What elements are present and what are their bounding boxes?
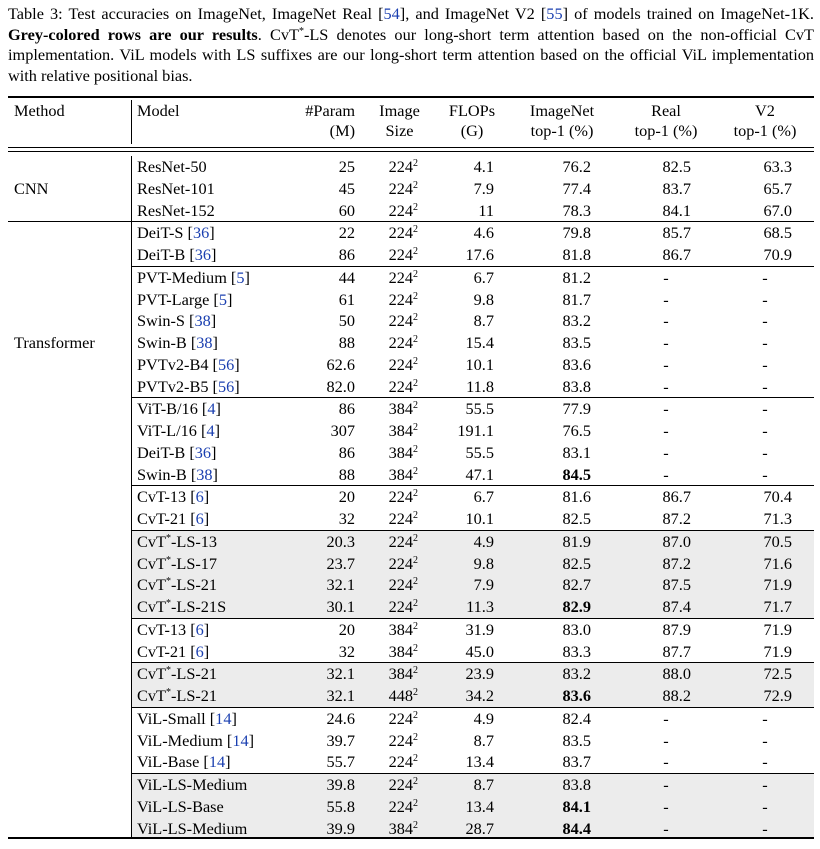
cell-param: 39.8	[286, 774, 363, 796]
cell-v2: -	[716, 398, 814, 420]
cell-v2: -	[762, 289, 768, 309]
cell-img: $224^2$	[388, 730, 418, 750]
cell-flops: 8.7	[473, 311, 494, 331]
cell-flops: 15.4	[465, 333, 494, 352]
cell-param: 39.9	[286, 818, 363, 840]
cell-flops: 47.1	[465, 464, 494, 484]
cell-real: -	[663, 730, 669, 750]
cell-param: 55.8	[286, 796, 363, 818]
table-row	[8, 618, 814, 640]
header-v2-top1-unit: top-1 (%)	[733, 121, 797, 140]
table-row	[8, 774, 814, 796]
table-row	[8, 751, 814, 773]
body-column-divider	[131, 156, 132, 837]
model-name: ResNet-50	[137, 157, 207, 176]
cell-top1: 83.3	[562, 641, 591, 661]
cell-top1: 83.0	[508, 618, 616, 640]
table-row	[8, 486, 814, 508]
cell-real: 86.7	[616, 486, 716, 508]
cell-top1: 84.1	[508, 796, 616, 818]
cell-param: 32	[338, 509, 355, 528]
cell-param: 86	[338, 245, 355, 264]
model-name: DeiT-B [36]	[137, 245, 217, 264]
citation-link[interactable]: 6	[195, 619, 204, 639]
citation-link[interactable]: 5	[236, 267, 245, 287]
citation-link[interactable]: 36	[194, 442, 212, 462]
cell-flops: 4.9	[436, 707, 508, 729]
cell-real: -	[616, 398, 716, 420]
table-row	[8, 266, 814, 288]
cell-img: $224^2$	[388, 157, 418, 176]
cell-param: 307	[330, 421, 355, 440]
cell-flops: 17.6	[465, 245, 494, 264]
table-row	[8, 420, 814, 442]
cell-flops: 9.8	[473, 289, 494, 309]
table-row	[8, 442, 814, 464]
model-name: Swin-B [38]	[137, 333, 218, 352]
model-name: PVT-Medium [5]	[131, 266, 286, 288]
header-param-unit: (M)	[329, 121, 355, 140]
cell-flops: 191.1	[457, 421, 494, 440]
cell-real: 87.4	[616, 596, 716, 618]
cell-v2: -	[716, 796, 814, 818]
table-row	[8, 222, 814, 244]
table-row	[8, 596, 814, 618]
table-row	[8, 641, 814, 663]
cell-param: 88	[338, 464, 355, 484]
cell-top1: 77.9	[508, 398, 616, 420]
cell-v2: 71.9	[763, 641, 792, 661]
cell-real: 87.0	[616, 530, 716, 552]
cell-v2: 71.3	[763, 509, 792, 528]
citation-link[interactable]: 36	[192, 223, 210, 243]
model-name: ViL-Medium [14]	[137, 730, 255, 750]
cell-real: 87.9	[616, 618, 716, 640]
cell-top1: 76.2	[562, 157, 591, 176]
cell-img: $224^2$	[388, 178, 418, 198]
cell-top1: 79.8	[508, 222, 616, 244]
cell-flops: 9.8	[436, 553, 508, 575]
cell-top1: 83.6	[562, 354, 591, 374]
header-imagenet-top1-unit: top-1 (%)	[530, 121, 594, 140]
cell-top1: 83.8	[562, 376, 591, 396]
cell-real: 85.7	[616, 222, 716, 244]
model-name: PVTv2-B4 [56]	[137, 354, 240, 374]
cell-param: 20.3	[286, 530, 363, 552]
bottom-rule	[8, 837, 814, 839]
table-row	[8, 156, 814, 178]
header-flops: FLOPs	[448, 101, 496, 120]
cell-flops: 55.5	[465, 442, 494, 462]
cell-top1: 83.2	[508, 663, 616, 685]
cell-img: $384^2$	[363, 818, 436, 840]
cell-param: 86	[286, 398, 363, 420]
cell-flops: 11	[478, 200, 494, 220]
cell-flops: 7.9	[473, 178, 494, 198]
cell-top1: 82.5	[562, 509, 591, 528]
header-flops-unit: (G)	[460, 121, 484, 140]
model-name: ViL-LS-Medium	[131, 818, 286, 840]
cell-real: -	[663, 311, 669, 331]
cell-param: 50	[338, 311, 355, 331]
cell-real: -	[616, 774, 716, 796]
table-row	[8, 663, 814, 685]
table-row	[8, 796, 814, 818]
cell-top1: 81.9	[508, 530, 616, 552]
cell-flops: 4.1	[473, 157, 494, 176]
model-name: PVT-Large [5]	[137, 289, 233, 309]
cell-v2: -	[762, 333, 768, 352]
citation-link[interactable]: 14	[215, 708, 232, 728]
cell-flops: 11.8	[466, 376, 494, 396]
citation-link[interactable]: 56	[217, 354, 235, 374]
cell-flops: 8.7	[436, 774, 508, 796]
cell-top1: 83.5	[562, 730, 591, 750]
cell-param: 82.0	[326, 376, 355, 396]
top-rule	[8, 96, 814, 98]
cell-v2: -	[762, 464, 768, 484]
cell-real: -	[616, 818, 716, 840]
cell-real: 84.1	[662, 200, 691, 220]
citation-link[interactable]: 6	[195, 641, 204, 661]
cell-img: $224^2$	[363, 574, 436, 596]
cell-real: -	[663, 464, 669, 484]
cell-flops: 8.7	[473, 730, 494, 750]
cell-img: $224^2$	[363, 796, 436, 818]
results-table	[8, 156, 814, 839]
cell-param: 20	[286, 486, 363, 508]
cell-v2: 72.5	[716, 663, 814, 685]
model-name: CvT*-LS-21	[131, 574, 286, 596]
header-row-2	[8, 121, 814, 141]
cell-img: $384^2$	[388, 464, 418, 484]
cell-flops: 6.7	[436, 486, 508, 508]
cell-img: $224^2$	[388, 333, 418, 352]
citation-link[interactable]: 4	[207, 399, 216, 419]
cell-flops: 28.7	[436, 818, 508, 840]
cell-img: $224^2$	[363, 707, 436, 729]
table-row	[8, 574, 814, 596]
cell-top1: 82.5	[508, 553, 616, 575]
header-real-top1-unit: top-1 (%)	[634, 121, 698, 140]
cell-img: $224^2$	[388, 752, 418, 772]
model-name: Swin-B [38]	[137, 464, 218, 484]
cell-v2: -	[762, 730, 768, 750]
cell-img: $224^2$	[363, 486, 436, 508]
header-image-size: Image	[379, 101, 420, 120]
citation-link[interactable]: 6	[195, 509, 204, 528]
cell-img: $224^2$	[363, 596, 436, 618]
header-real-top1: Real	[651, 101, 681, 120]
cell-flops: 4.6	[436, 222, 508, 244]
model-name: CvT*-LS-17	[131, 553, 286, 575]
cell-v2: -	[762, 311, 768, 331]
header-imagenet-top1: ImageNet	[529, 101, 595, 120]
cell-v2: -	[716, 774, 814, 796]
cell-param: 25	[338, 157, 355, 176]
cell-real: -	[663, 333, 669, 352]
cell-real: 87.7	[662, 641, 691, 661]
cell-top1: 83.2	[562, 311, 591, 331]
cell-real: -	[616, 266, 716, 288]
method-label: Transformer	[14, 333, 95, 352]
model-name: CvT-21 [6]	[137, 641, 210, 661]
cell-param: 86	[338, 442, 355, 462]
cell-flops: 55.5	[436, 398, 508, 420]
cell-param: 60	[338, 200, 355, 220]
cell-v2: 71.9	[716, 618, 814, 640]
cell-param: 30.1	[286, 596, 363, 618]
cell-top1: 83.6	[508, 685, 616, 707]
cell-flops: 13.4	[436, 796, 508, 818]
cell-top1: 83.7	[562, 752, 591, 772]
cell-v2: 72.9	[716, 685, 814, 707]
cell-img: $384^2$	[388, 421, 418, 440]
cell-v2: -	[762, 442, 768, 462]
cell-v2: 71.6	[716, 553, 814, 575]
cell-top1: 84.5	[562, 464, 591, 484]
cell-img: $384^2$	[388, 442, 418, 462]
method-label: CNN	[14, 178, 49, 198]
citation-link[interactable]: 38	[196, 333, 213, 352]
model-name: ResNet-152	[137, 200, 215, 220]
model-name: ViL-Base [14]	[137, 752, 231, 772]
cell-param: 62.6	[326, 354, 355, 374]
cell-v2: 65.7	[763, 178, 792, 198]
cell-param: 24.6	[286, 707, 363, 729]
model-name: CvT*-LS-13	[131, 530, 286, 552]
model-name: ResNet-101	[137, 178, 215, 198]
cell-flops: 7.9	[436, 574, 508, 596]
cell-flops: 4.9	[436, 530, 508, 552]
cell-v2: -	[762, 376, 768, 396]
cell-param: 32.1	[286, 685, 363, 707]
cell-top1: 81.8	[562, 245, 591, 264]
header-row-1	[8, 101, 814, 121]
model-name: DeiT-B [36]	[137, 442, 217, 462]
cell-img: $224^2$	[388, 200, 418, 220]
cell-v2: 67.0	[763, 200, 792, 220]
model-name: ViT-B/16 [4]	[131, 398, 286, 420]
table-row	[8, 464, 814, 486]
cell-param: 23.7	[286, 553, 363, 575]
header-image-size-2: Size	[385, 121, 414, 140]
table-row	[8, 178, 814, 200]
cell-flops: 23.9	[436, 663, 508, 685]
cell-v2: -	[762, 354, 768, 374]
header-method: Method	[14, 101, 65, 120]
cell-param: 61	[338, 289, 355, 309]
caption-bold-note: Grey-colored rows are our results	[8, 24, 258, 44]
cell-img: $224^2$	[388, 311, 418, 331]
model-name: CvT*-LS-21S	[131, 596, 286, 618]
header-v2-top1: V2	[755, 101, 775, 120]
cell-param: 20	[286, 618, 363, 640]
table-row	[8, 354, 814, 376]
cell-top1: 78.3	[562, 200, 591, 220]
citation-link[interactable]: 14	[232, 730, 249, 750]
header-model: Model	[137, 101, 180, 120]
cell-param: 32	[338, 641, 355, 661]
cell-img: $224^2$	[388, 376, 418, 396]
cell-top1: 82.4	[508, 707, 616, 729]
cell-v2: -	[716, 707, 814, 729]
cell-top1: 76.5	[562, 421, 591, 440]
cell-v2: 70.4	[716, 486, 814, 508]
model-name: CvT-21 [6]	[137, 509, 210, 528]
citation-link[interactable]: 4	[206, 421, 215, 440]
cell-flops: 6.7	[436, 266, 508, 288]
header-double-rule-2	[8, 151, 814, 152]
cell-real: 83.7	[662, 178, 691, 198]
citation-link[interactable]: 14	[208, 752, 226, 772]
cell-real: 87.5	[616, 574, 716, 596]
model-name: ViL-LS-Medium	[131, 774, 286, 796]
cell-top1: 77.4	[562, 178, 591, 198]
cell-param: 88	[338, 333, 355, 352]
cell-img: $224^2$	[388, 354, 418, 374]
cell-top1: 83.8	[508, 774, 616, 796]
citation-link[interactable]: 56	[217, 376, 235, 396]
cell-top1: 83.1	[562, 442, 591, 462]
cell-top1: 84.4	[508, 818, 616, 840]
table-row	[8, 310, 814, 332]
table-row	[8, 508, 814, 530]
cell-real: 88.0	[616, 663, 716, 685]
table-row	[8, 707, 814, 729]
citation-link[interactable]: 6	[195, 487, 204, 507]
cell-param: 55.7	[326, 752, 355, 772]
cell-flops: 13.4	[465, 752, 494, 772]
citation-link[interactable]: 5	[218, 289, 227, 309]
cell-top1: 82.9	[508, 596, 616, 618]
cell-img: $224^2$	[388, 289, 418, 309]
citation-link[interactable]: 55	[546, 4, 563, 23]
table-row	[8, 376, 814, 398]
cell-real: -	[663, 752, 669, 772]
model-name: CvT-13 [6]	[131, 618, 286, 640]
table-row	[8, 398, 814, 420]
cell-img: $384^2$	[363, 663, 436, 685]
cell-img: $224^2$	[363, 222, 436, 244]
cell-real: 87.2	[662, 509, 691, 528]
table-row	[8, 685, 814, 707]
cell-img: $224^2$	[363, 553, 436, 575]
header-double-rule-1	[8, 147, 814, 148]
cell-v2: 70.5	[716, 530, 814, 552]
model-name: CvT*-LS-21	[131, 663, 286, 685]
cell-param: 32.1	[286, 574, 363, 596]
cell-param: 39.7	[326, 730, 355, 750]
table-row	[8, 730, 814, 752]
cell-v2: 70.9	[763, 245, 792, 264]
cell-img: $224^2$	[363, 266, 436, 288]
cell-v2: 63.3	[763, 157, 792, 176]
cell-param: 22	[286, 222, 363, 244]
cell-img: $448^2$	[363, 685, 436, 707]
cell-img: $224^2$	[388, 509, 418, 528]
cell-real: -	[663, 442, 669, 462]
cell-real: -	[616, 707, 716, 729]
table-row	[8, 530, 814, 552]
cell-real: -	[663, 289, 669, 309]
cell-real: 87.2	[616, 553, 716, 575]
table-caption: Table 3: Test accuracies on ImageNet, ImageNet Real [54], and ImageNet V2 [55] of models trained on ImageNet-1K. Grey-colored rows are our results. CvT*-LS denotes our long-short term attention based on the non-official CvT implementation. ViL models with LS suffixes are our long-short term attention based on the official ViL implementation with relative positional bias.	[8, 4, 814, 85]
cell-v2: 71.9	[716, 574, 814, 596]
cell-img: $224^2$	[388, 245, 418, 264]
cell-real: -	[663, 376, 669, 396]
cell-top1: 82.7	[508, 574, 616, 596]
citation-link[interactable]: 38	[196, 464, 213, 484]
cell-flops: 10.1	[465, 509, 494, 528]
cell-img: $384^2$	[363, 398, 436, 420]
cell-img: $224^2$	[363, 530, 436, 552]
model-name: CvT*-LS-21	[131, 685, 286, 707]
cell-v2: -	[716, 818, 814, 840]
model-name: ViL-Small [14]	[131, 707, 286, 729]
cell-v2: -	[716, 266, 814, 288]
cell-img: $384^2$	[388, 641, 418, 661]
cell-v2: -	[762, 752, 768, 772]
cell-real: -	[663, 354, 669, 374]
cell-param: 32.1	[286, 663, 363, 685]
model-name: CvT-13 [6]	[131, 486, 286, 508]
cell-flops: 10.1	[465, 354, 494, 374]
cell-v2: 68.5	[716, 222, 814, 244]
cell-flops: 45.0	[465, 641, 494, 661]
cell-top1: 81.2	[508, 266, 616, 288]
model-name: Swin-S [38]	[137, 311, 217, 331]
model-name: ViT-L/16 [4]	[137, 421, 220, 440]
table-row	[8, 289, 814, 311]
model-name: ViL-LS-Base	[131, 796, 286, 818]
model-name: PVTv2-B5 [56]	[137, 376, 240, 396]
table-row	[8, 553, 814, 575]
citation-link[interactable]: 38	[194, 311, 211, 331]
header-param: #Param	[305, 101, 355, 120]
table-row	[8, 244, 814, 266]
cell-flops: 34.2	[436, 685, 508, 707]
cell-img: $384^2$	[363, 618, 436, 640]
cell-img: $224^2$	[363, 774, 436, 796]
model-name: DeiT-S [36]	[131, 222, 286, 244]
table-header	[8, 101, 814, 141]
header-column-divider	[131, 100, 132, 144]
table-row	[8, 818, 814, 840]
citation-link[interactable]: 54	[383, 4, 400, 23]
cell-real: -	[616, 796, 716, 818]
cell-real: 88.2	[616, 685, 716, 707]
cell-v2: 71.7	[716, 596, 814, 618]
caption-label: Table 3:	[8, 4, 63, 23]
cell-real: 82.5	[662, 157, 691, 176]
results-table-body	[8, 156, 814, 839]
cell-real: -	[663, 421, 669, 440]
cell-top1: 81.6	[508, 486, 616, 508]
cell-param: 44	[286, 266, 363, 288]
cell-flops: 11.3	[436, 596, 508, 618]
cell-v2: -	[762, 421, 768, 440]
cell-flops: 31.9	[436, 618, 508, 640]
table-row	[8, 200, 814, 222]
table-row	[8, 332, 814, 354]
cell-real: 86.7	[662, 245, 691, 264]
cell-top1: 83.5	[562, 333, 591, 352]
cell-param: 45	[338, 178, 355, 198]
cell-top1: 81.7	[562, 289, 591, 309]
citation-link[interactable]: 36	[194, 245, 212, 264]
